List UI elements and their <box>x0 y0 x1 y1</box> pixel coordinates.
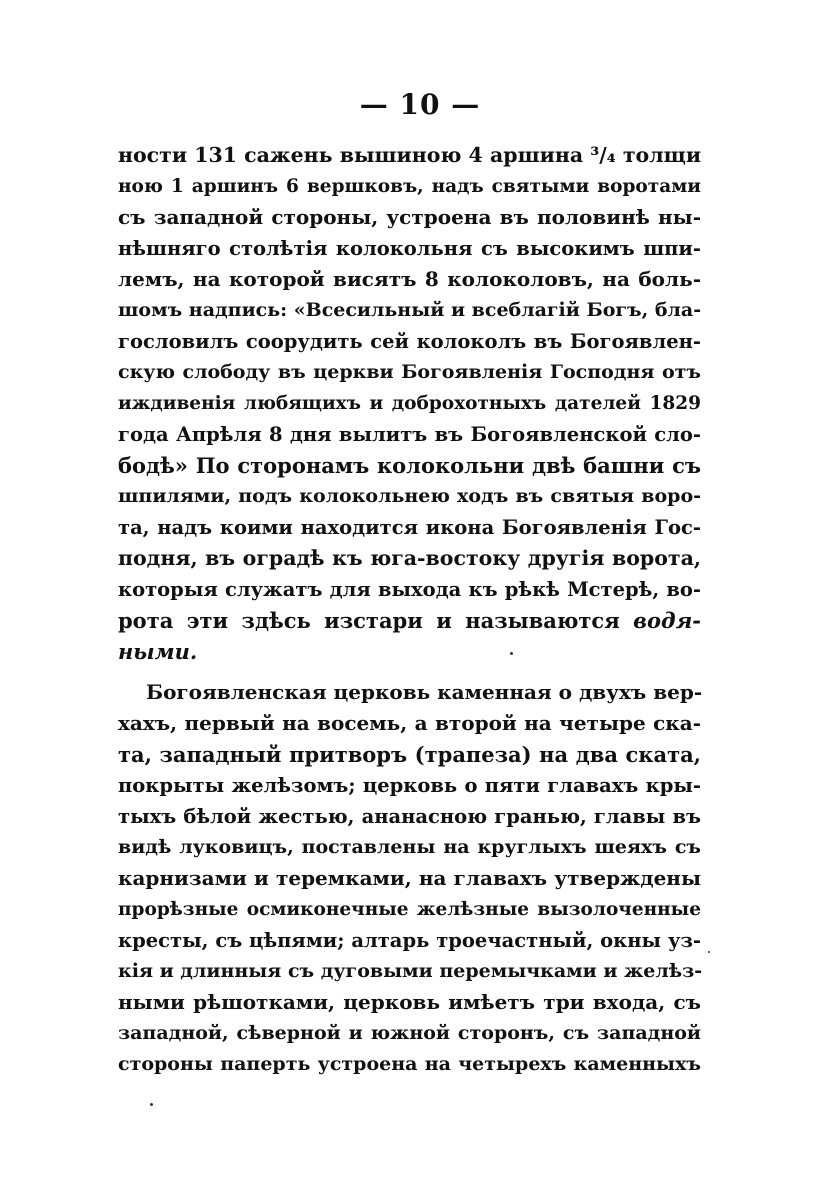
text-line: тыхъ бѣлой жестью, ананасною гранью, главы въ <box>118 805 701 828</box>
text-fragment: рота эти здѣсь изстари и называются <box>118 608 620 633</box>
page-number: — 10 — <box>359 88 481 121</box>
ink-speck <box>708 951 710 953</box>
text-line: года Апрѣля 8 дня вылитъ въ Богоявленской сло- <box>118 423 701 446</box>
paragraph-2 <box>118 677 701 1080</box>
text-line: шомъ надпись: «Всесильный и всеблагій Богъ, бла- <box>118 299 702 321</box>
text-line: ности 131 сажень вышиною 4 аршина ³/₄ толщи <box>118 143 702 167</box>
text-line: хахъ, первый на восемь, а второй на четыре ска- <box>118 711 701 735</box>
text-line: покрыты желѣзомъ; церковь о пяти главахъ кры- <box>118 774 701 797</box>
text-line-with-italic <box>118 605 701 636</box>
text-line: иждивенія любящихъ и доброхотныхъ дателей 1829 <box>118 393 701 414</box>
ink-speck <box>150 1103 153 1106</box>
text-line: карнизами и теремками, на главахъ утверждены <box>118 866 701 890</box>
text-line: кресты, съ цѣпями; алтарь троечастный, окны уз- <box>118 929 701 952</box>
ink-speck <box>510 652 513 655</box>
text-line: та, западный притворъ (трапеза) на два ската, <box>118 742 701 767</box>
text-line: видѣ луковицъ, поставлены на круглыхъ шеяхъ съ <box>118 836 701 858</box>
text-line: западной, сѣверной и южной сторонъ, съ западной <box>118 1022 701 1044</box>
paragraph-1 <box>118 140 701 667</box>
text-line: та, надъ коими находится икона Богоявленія Гос- <box>118 516 701 539</box>
text-line: которыя служатъ для выхода къ рѣкѣ Мстерѣ, во- <box>118 578 701 601</box>
text-line: бодѣ» По сторонамъ колокольни двѣ башни съ <box>118 453 701 478</box>
text-line: стороны паперть устроена на четырехъ каменныхъ <box>118 1053 701 1075</box>
text-line-indented: Богоявленская церковь каменная о двухъ вер- <box>146 680 703 704</box>
text-line: гословилъ соорудить сей колоколъ въ Богоявлен- <box>118 330 701 353</box>
text-line: шпилями, подъ колокольнею ходъ въ святыя воро- <box>118 485 701 507</box>
italic-fragment: водя- <box>633 608 702 633</box>
text-line: ными рѣшотками, церковь имѣетъ три входа, съ <box>118 990 701 1014</box>
text-line: ною 1 аршинъ 6 вершковъ, надъ святыми воротами <box>118 176 701 197</box>
text-line: нѣшняго столѣтія колокольня съ высокимъ шпи- <box>118 237 701 260</box>
text-line-italic: ными. <box>118 639 198 664</box>
text-line: прорѣзные осмиконечные желѣзные вызолоченные <box>118 899 701 920</box>
text-line: кія и длинныя съ дуговыми перемычками и желѣз- <box>118 960 703 982</box>
text-line: лемъ, на которой висятъ 8 колоколовъ, на боль- <box>118 267 701 291</box>
text-line: подня, въ оградѣ къ юга-востоку другія ворота, <box>118 546 701 570</box>
text-line: съ западной стороны, устроена въ половинѣ ны- <box>118 205 701 229</box>
text-line: скую слободу въ церкви Богоявленія Господня отъ <box>118 361 701 383</box>
